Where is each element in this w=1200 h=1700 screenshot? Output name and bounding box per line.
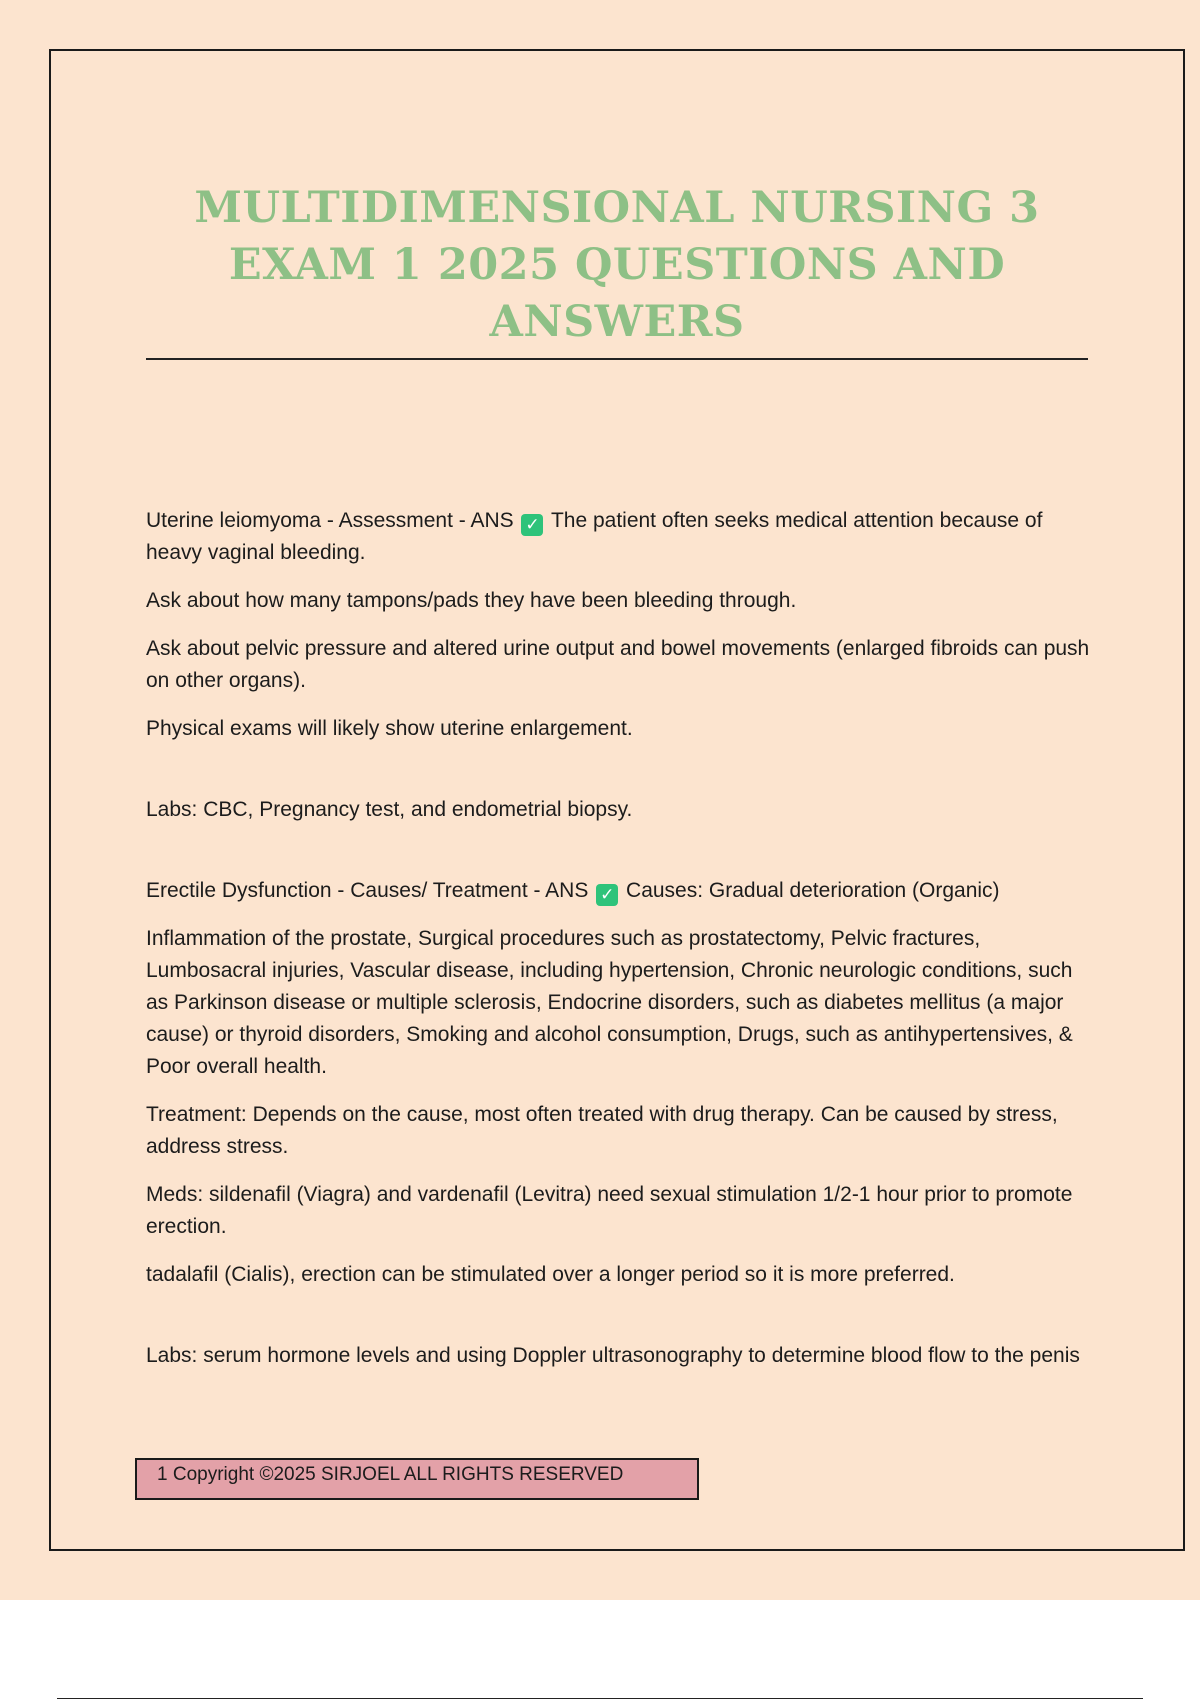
- answer-2-paragraph: Treatment: Depends on the cause, most often treated with drug therapy. Can be caused by stress, address stress.: [146, 1103, 1058, 1158]
- answer-1-paragraph: Ask about how many tampons/pads they have been bleeding through.: [146, 589, 797, 612]
- title-line-3: ANSWERS: [489, 297, 745, 347]
- title-divider: [146, 358, 1088, 360]
- answer-1-paragraph: Physical exams will likely show uterine enlargement.: [146, 717, 633, 740]
- answer-2-paragraph: Meds: sildenafil (Viagra) and vardenafil (Levitra) need sexual stimulation 1/2-1 hour prior to promote erection.: [146, 1183, 1073, 1238]
- question-2-text: Erectile Dysfunction - Causes/ Treatment - ANS: [146, 879, 589, 902]
- answer-2-paragraph: tadalafil (Cialis), erection can be stimulated over a longer period so it is more preferred.: [146, 1263, 955, 1286]
- answer-2-labs: Labs: serum hormone levels and using Doppler ultrasonography to determine blood flow to the penis: [146, 1344, 1080, 1367]
- title-line-1: MULTIDIMENSIONAL NURSING 3: [194, 183, 1040, 233]
- question-1-block: [146, 505, 1096, 569]
- check-mark-icon: ✓: [596, 884, 618, 906]
- answer-1-text: The patient often seeks medical attention because of heavy vaginal bleeding.: [146, 509, 1043, 564]
- answer-1-labs: Labs: CBC, Pregnancy test, and endometrial biopsy.: [146, 798, 633, 821]
- answer-2-text: Causes: Gradual deterioration (Organic): [626, 879, 1000, 902]
- copyright-notice: 1 Copyright ©2025 SIRJOEL ALL RIGHTS RESERVED: [135, 1458, 699, 1500]
- question-1-text: Uterine leiomyoma - Assessment - ANS: [146, 509, 514, 532]
- question-2-block: [146, 875, 1096, 907]
- document-body: [146, 505, 1096, 1388]
- title-line-2: EXAM 1 2025 QUESTIONS AND: [228, 240, 1006, 290]
- check-mark-icon: ✓: [521, 514, 543, 536]
- answer-2-paragraph: Inflammation of the prostate, Surgical procedures such as prostatectomy, Pelvic fractures, Lumbosacral injuries, Vascular disease, including hypertension, Chronic neurologic conditions, such as Parkinson disease or multiple sclerosis, Endocrine disorders, such as diabetes mellitus (a major cause) or thyroid disorders, Smoking and alcohol consumption, Drugs, such as antihypertensives, & Poor overall health.: [146, 927, 1073, 1078]
- answer-1-paragraph: Ask about pelvic pressure and altered urine output and bowel movements (enlarged fibroids can push on other organs).: [146, 637, 1090, 692]
- document-title: [146, 180, 1088, 351]
- next-page-divider: [57, 1698, 1143, 1699]
